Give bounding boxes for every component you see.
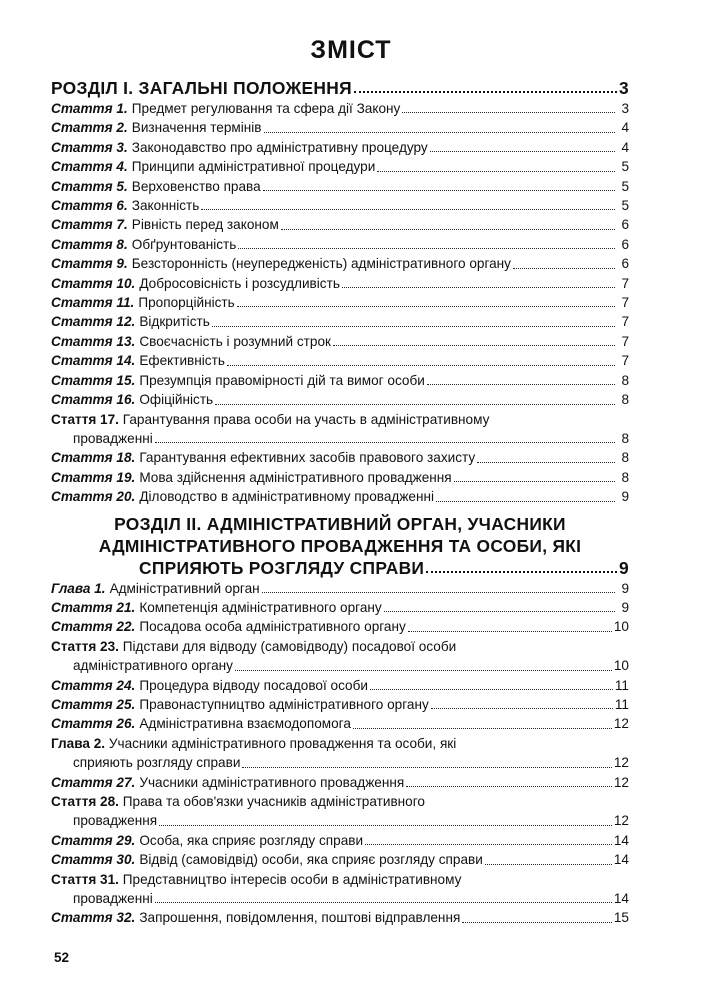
entry-text: Законність [131,198,200,214]
dot-leader [155,902,612,903]
page-ref: 10 [613,619,629,635]
page-ref: 9 [621,599,629,615]
dot-leader [485,864,612,865]
entry-text: Законодавство про адміністративну процедуру [131,139,428,155]
page-ref: 11 [614,696,629,712]
toc-entry[interactable] [51,792,629,831]
entry-text: Діловодство в адміністративному провадженні [139,489,435,505]
entry-prefix: Стаття 24. [51,677,136,693]
entry-prefix: Стаття 28. [51,794,119,809]
page-ref: 7 [621,353,629,369]
entry-prefix: Стаття 16. [51,392,136,408]
entry-text-cont: провадженні [73,430,153,446]
page-ref: 12 [613,755,629,771]
entry-text: Своєчасність і розумний строк [139,333,331,349]
entry-prefix: Стаття 22. [51,619,136,635]
dot-leader [333,345,615,346]
page-ref: 8 [621,430,629,446]
dot-leader [477,462,615,463]
toc-entry[interactable] [51,138,629,157]
dot-leader [462,922,612,923]
toc-entry[interactable] [51,695,629,714]
page-ref: 3 [621,101,629,116]
entry-prefix: Стаття 29. [51,832,136,848]
toc-entry[interactable] [51,850,629,869]
entry-text: Учасники адміністративного провадження [139,774,405,790]
table-of-contents [51,75,629,928]
toc-entry[interactable] [51,351,629,370]
entry-text: Права та обов'язки учасників адміністративного [122,794,425,809]
entry-text: Добросовісність і розсудливість [139,275,340,291]
page-ref: 4 [621,120,629,136]
entry-prefix: Глава 1. [51,580,106,596]
entry-text: Презумпція правомірності дій та вимог особи [139,372,425,388]
entry-prefix: Стаття 27. [51,774,136,790]
entry-text: Представництво інтересів особи в адміністративному [122,871,462,887]
toc-entry[interactable] [51,99,629,118]
entry-text-cont: провадження [73,813,158,829]
toc-entry[interactable] [51,637,629,676]
toc-entry[interactable] [51,734,629,773]
dot-leader [281,229,615,230]
page-ref: 12 [613,716,629,732]
entry-prefix: Стаття 1. [51,101,128,116]
toc-entry[interactable] [51,870,629,909]
toc-entry[interactable] [51,274,629,293]
entry-text: Підстави для відводу (самовідводу) посадової особи [122,638,457,654]
dot-leader [342,287,615,288]
entry-text: Адміністративний орган [109,580,260,596]
dot-leader [262,592,615,593]
dot-leader [155,442,615,443]
page-ref: 6 [621,256,629,272]
dot-leader [354,91,617,93]
entry-text: Принципи адміністративної процедури [131,159,376,175]
dot-leader [242,767,611,768]
page-ref: 6 [621,236,629,252]
toc-entry[interactable] [51,235,629,254]
page-ref: 8 [621,392,629,408]
dot-leader [384,611,615,612]
entry-prefix: Стаття 8. [51,236,128,252]
section-title: РОЗДІЛ І. ЗАГАЛЬНІ ПОЛОЖЕННЯ [51,78,352,98]
page-ref: 8 [621,372,629,388]
page-ref: 14 [613,832,629,848]
dot-leader [430,151,615,152]
entry-text: Пропорційність [138,295,235,311]
entry-prefix: Стаття 17. [51,411,119,427]
dot-leader [436,501,615,502]
entry-text: Адміністративна взаємодопомога [139,716,351,732]
entry-prefix: Стаття 23. [51,638,119,654]
entry-prefix: Стаття 2. [51,120,128,136]
entry-prefix: Стаття 12. [51,314,136,330]
toc-entry[interactable] [51,332,629,351]
toc-entry[interactable] [51,215,629,234]
entry-text: Учасники адміністративного провадження та особи, які [108,735,457,751]
page-ref: 4 [621,139,629,155]
page-title: ЗМІСТ [310,36,392,64]
toc-entry[interactable] [51,617,629,636]
entry-prefix: Стаття 11. [51,295,135,311]
page-ref: 10 [613,658,629,674]
entry-prefix: Стаття 4. [51,159,128,175]
section-title-line: АДМІНІСТРАТИВНОГО ПРОВАДЖЕННЯ ТА ОСОБИ, ЯКІ [98,535,582,556]
entry-prefix: Стаття 5. [51,178,128,194]
dot-leader [513,268,615,269]
entry-text: Обґрунтованість [131,236,237,252]
entry-text: Відкритість [139,314,210,330]
toc-entry[interactable] [51,448,629,467]
toc-entry[interactable] [51,579,629,598]
entry-prefix: Стаття 30. [51,852,136,868]
toc-entry[interactable] [51,312,629,331]
section-title-line: РОЗДІЛ ІІ. АДМІНІСТРАТИВНИЙ ОРГАН, УЧАСНИКИ [114,513,566,534]
toc-entry[interactable] [51,487,629,506]
dot-leader [427,384,615,385]
page-ref: 7 [621,295,629,311]
dot-leader [215,404,615,405]
entry-prefix: Глава 2. [51,735,106,751]
entry-text: Рівність перед законом [131,217,279,233]
entry-prefix: Стаття 26. [51,716,136,732]
toc-entry[interactable] [51,831,629,850]
entry-prefix: Стаття 15. [51,372,136,388]
entry-text: Відвід (самовідвід) особи, яка сприяє розгляду справи [139,852,483,868]
toc-entry[interactable] [51,908,629,927]
entry-text-cont: адміністративного органу [73,658,233,674]
entry-prefix: Стаття 21. [51,599,136,615]
entry-prefix: Стаття 14. [51,353,136,369]
page-ref: 14 [613,891,629,907]
page-ref: 3 [619,78,629,98]
page-number: 52 [54,950,70,965]
entry-text: Верховенство права [131,178,261,194]
entry-text: Мова здійснення адміністративного провадження [139,469,452,485]
entry-text-cont: сприяють розгляду справи [73,755,241,771]
entry-prefix: Стаття 18. [51,450,136,466]
entry-prefix: Стаття 6. [51,198,128,214]
page-ref: 5 [621,159,629,175]
page-ref: 8 [621,450,629,466]
entry-prefix: Стаття 13. [51,333,136,349]
entry-prefix: Стаття 25. [51,696,136,712]
dot-leader [431,708,613,709]
entry-prefix: Стаття 32. [51,910,136,926]
entry-text: Безсторонність (неупередженість) адміністративного органу [131,256,511,272]
entry-text: Процедура відводу посадової особи [139,677,368,693]
page-ref: 9 [619,557,629,578]
toc-entry[interactable] [51,157,629,176]
dot-leader [402,112,615,113]
page-ref: 15 [613,910,629,926]
toc-entry[interactable] [51,468,629,487]
entry-text: Гарантування ефективних засобів правового захисту [139,450,476,466]
entry-text: Компетенція адміністративного органу [139,599,382,615]
dot-leader [370,689,613,690]
dot-leader [201,209,615,210]
entry-prefix: Стаття 10. [51,275,136,291]
entry-prefix: Стаття 3. [51,139,128,155]
dot-leader [263,190,615,191]
entry-prefix: Стаття 9. [51,256,128,272]
entry-text: Офіційність [139,392,214,408]
page-ref: 7 [621,275,629,291]
entry-text: Особа, яка сприяє розгляду справи [139,832,364,848]
dot-leader [238,248,615,249]
entry-text: Предмет регулювання та сфера дії Закону [131,101,401,116]
page-ref: 6 [621,217,629,233]
entry-text: Визначення термінів [131,120,262,136]
entry-text: Запрошення, повідомлення, поштові відправлення [139,910,461,926]
dot-leader [365,844,612,845]
entry-text: Посадова особа адміністративного органу [139,619,406,635]
toc-entry[interactable] [51,390,629,409]
page-ref: 5 [621,198,629,214]
dot-leader [426,571,617,573]
dot-leader [159,825,612,826]
entry-text: Правонаступництво адміністративного органу [139,696,429,712]
toc-entry[interactable] [51,196,629,215]
toc-entry[interactable] [51,177,629,196]
page-ref: 9 [621,580,629,596]
dot-leader [264,132,615,133]
toc-entry[interactable] [51,410,629,449]
entry-text-cont: провадженні [73,891,153,907]
entry-prefix: Стаття 20. [51,489,136,505]
entry-text: Ефективність [139,353,225,369]
toc-entry[interactable] [51,714,629,733]
dot-leader [212,326,615,327]
dot-leader [454,481,615,482]
page-ref: 5 [621,178,629,194]
page-ref: 8 [621,469,629,485]
dot-leader [227,365,615,366]
page-ref: 11 [614,677,629,693]
dot-leader [377,171,615,172]
page-ref: 9 [621,489,629,505]
toc-entry[interactable] [51,118,629,137]
dot-leader [237,306,615,307]
dot-leader [408,631,612,632]
toc-entry[interactable] [51,676,629,695]
dot-leader [235,670,612,671]
entry-prefix: Стаття 19. [51,469,136,485]
entry-text: Гарантування права особи на участь в адміністративному [122,411,490,427]
page-ref: 7 [621,314,629,330]
toc-entry[interactable] [51,773,629,792]
page-ref: 12 [613,813,629,829]
section-title-line: СПРИЯЮТЬ РОЗГЛЯДУ СПРАВИ [139,557,425,578]
page-ref: 12 [613,774,629,790]
page-ref: 14 [613,852,629,868]
toc-entry[interactable] [51,254,629,273]
toc-section-2[interactable] [51,513,629,579]
dot-leader [353,728,612,729]
toc-entry[interactable] [51,293,629,312]
page-ref: 7 [621,333,629,349]
dot-leader [406,786,612,787]
entry-prefix: Стаття 31. [51,871,119,887]
toc-entry[interactable] [51,598,629,617]
toc-entry[interactable] [51,371,629,390]
toc-section-1[interactable] [51,77,629,99]
entry-prefix: Стаття 7. [51,217,128,233]
